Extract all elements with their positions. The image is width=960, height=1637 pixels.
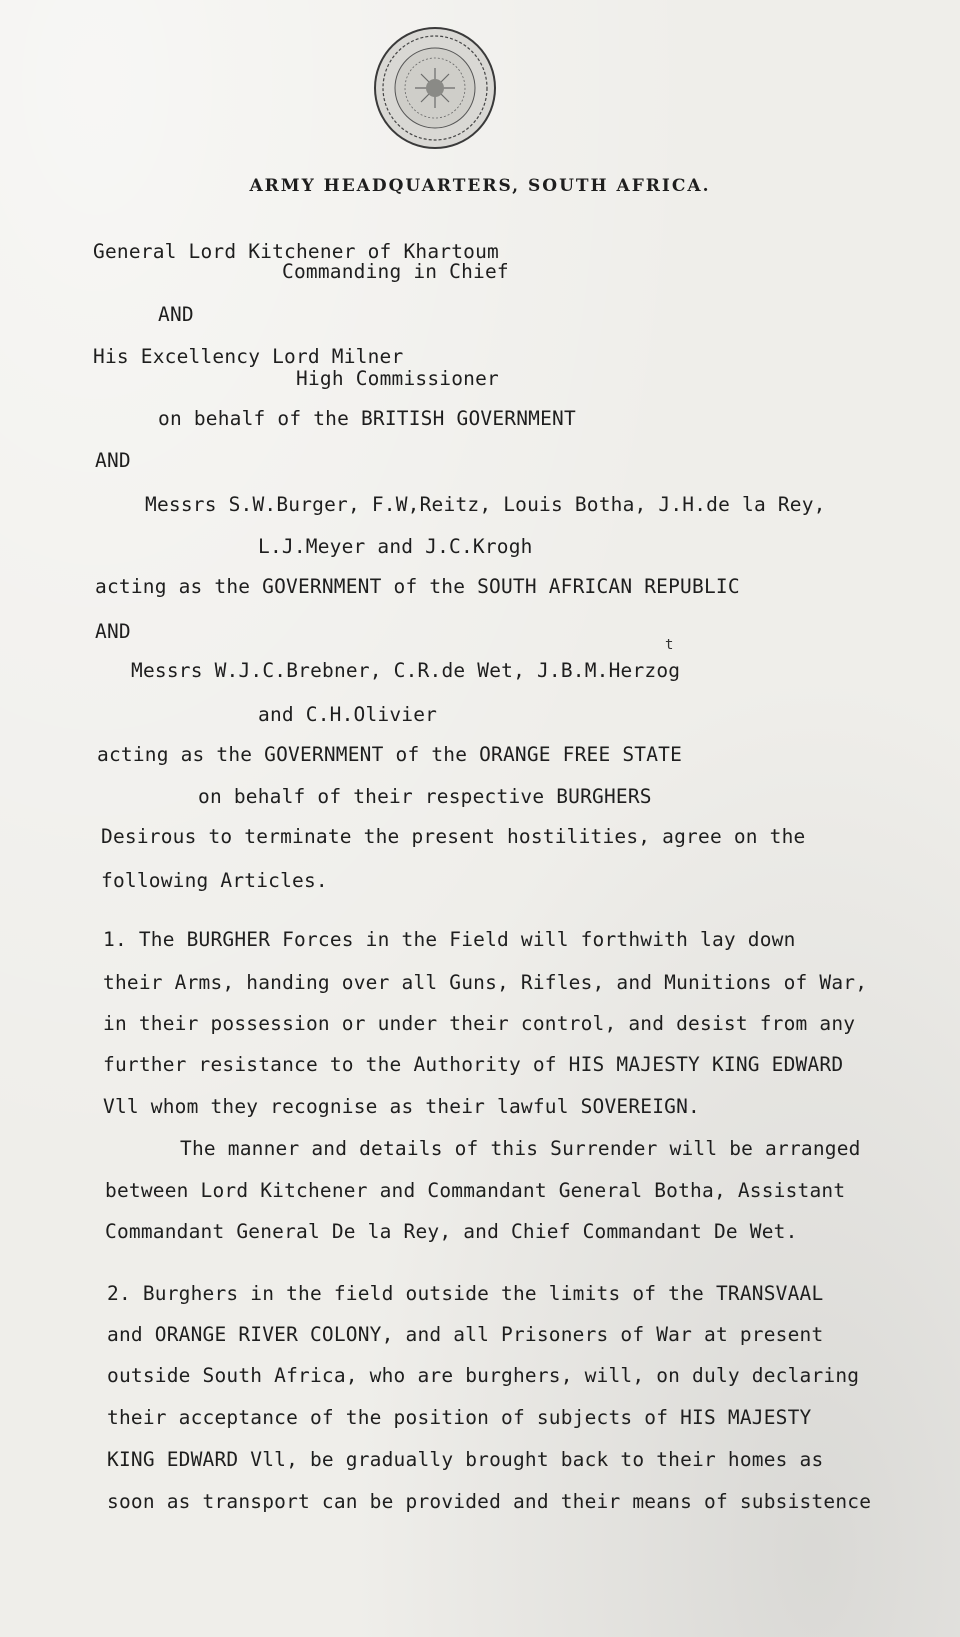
- article-line: and ORANGE RIVER COLONY, and all Prisoners of War at present: [107, 1323, 824, 1346]
- document-heading: ARMY HEADQUARTERS, SOUTH AFRICA.: [249, 176, 711, 196]
- article-line: their Arms, handing over all Guns, Rifles, and Munitions of War,: [103, 971, 868, 994]
- article-line: Commandant General De la Rey, and Chief Commandant De Wet.: [105, 1220, 798, 1243]
- party-line: on behalf of the BRITISH GOVERNMENT: [158, 407, 576, 430]
- article-line: between Lord Kitchener and Commandant General Botha, Assistant: [105, 1179, 846, 1202]
- party-line: High Commissioner: [296, 367, 499, 390]
- party-line: acting as the GOVERNMENT of the ORANGE FREE STATE: [97, 743, 683, 766]
- party-line: Messrs W.J.C.Brebner, C.R.de Wet, J.B.M.Herzog: [131, 659, 681, 682]
- party-line: General Lord Kitchener of Khartoum: [93, 240, 499, 263]
- article-line: KING EDWARD Vll, be gradually brought back to their homes as: [107, 1448, 824, 1471]
- article-line: 2. Burghers in the field outside the limits of the TRANSVAAL: [107, 1282, 824, 1305]
- party-line: and C.H.Olivier: [258, 703, 438, 726]
- article-line: further resistance to the Authority of HIS MAJESTY KING EDWARD: [103, 1053, 844, 1076]
- party-line: L.J.Meyer and J.C.Krogh: [258, 535, 533, 558]
- article-line: soon as transport can be provided and their means of subsistence: [107, 1490, 872, 1513]
- preamble-line: following Articles.: [101, 869, 328, 892]
- article-line: 1. The BURGHER Forces in the Field will forthwith lay down: [103, 928, 796, 951]
- article-line: Vll whom they recognise as their lawful SOVEREIGN.: [103, 1095, 700, 1118]
- handwritten-correction: t: [665, 637, 674, 653]
- party-line: His Excellency Lord Milner: [93, 345, 404, 368]
- official-seal: [372, 25, 498, 151]
- conjunction-line: AND: [95, 449, 131, 472]
- conjunction-line: AND: [158, 303, 194, 326]
- article-line: in their possession or under their control, and desist from any: [103, 1012, 856, 1035]
- party-line: Commanding in Chief: [282, 260, 509, 283]
- article-line: The manner and details of this Surrender will be arranged: [180, 1137, 861, 1160]
- article-line: their acceptance of the position of subjects of HIS MAJESTY: [107, 1406, 812, 1429]
- party-line: Messrs S.W.Burger, F.W,Reitz, Louis Botha, J.H.de la Rey,: [145, 493, 826, 516]
- preamble-line: Desirous to terminate the present hostilities, agree on the: [101, 825, 806, 848]
- party-line: acting as the GOVERNMENT of the SOUTH AFRICAN REPUBLIC: [95, 575, 740, 598]
- party-line: on behalf of their respective BURGHERS: [198, 785, 652, 808]
- conjunction-line: AND: [95, 620, 131, 643]
- article-line: outside South Africa, who are burghers, will, on duly declaring: [107, 1364, 860, 1387]
